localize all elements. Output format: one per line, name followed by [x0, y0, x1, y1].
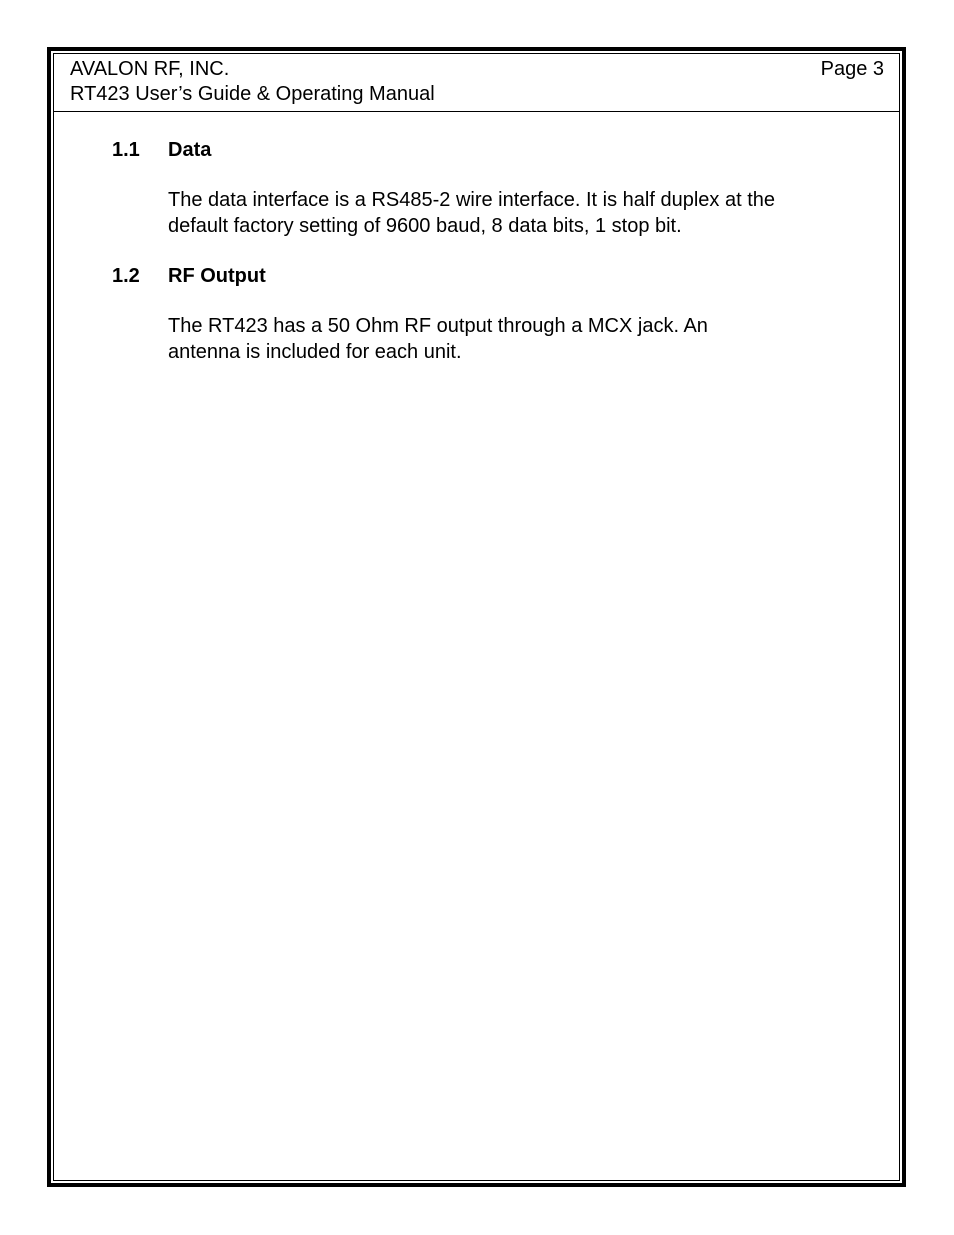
body-line: The data interface is a RS485-2 wire interface. It is half duplex at the	[168, 189, 775, 211]
header-divider	[53, 111, 900, 112]
section-heading-data	[112, 138, 211, 162]
body-line: antenna is included for each unit.	[168, 341, 462, 363]
section-number: 1.2	[112, 265, 140, 287]
body-line: The RT423 has a 50 Ohm RF output through a MCX jack. An	[168, 315, 708, 337]
section-title: RF Output	[168, 265, 266, 287]
header-manual-title: RT423 User’s Guide & Operating Manual	[70, 83, 435, 105]
section-number: 1.1	[112, 139, 140, 161]
section-body-data	[168, 187, 858, 239]
section-body-rf-output	[168, 313, 858, 365]
section-title: Data	[168, 139, 212, 161]
section-heading-rf-output	[112, 264, 266, 288]
header-page-number: Page 3	[820, 58, 884, 80]
header-company: AVALON RF, INC.	[70, 58, 230, 80]
body-line: default factory setting of 9600 baud, 8 data bits, 1 stop bit.	[168, 215, 682, 237]
